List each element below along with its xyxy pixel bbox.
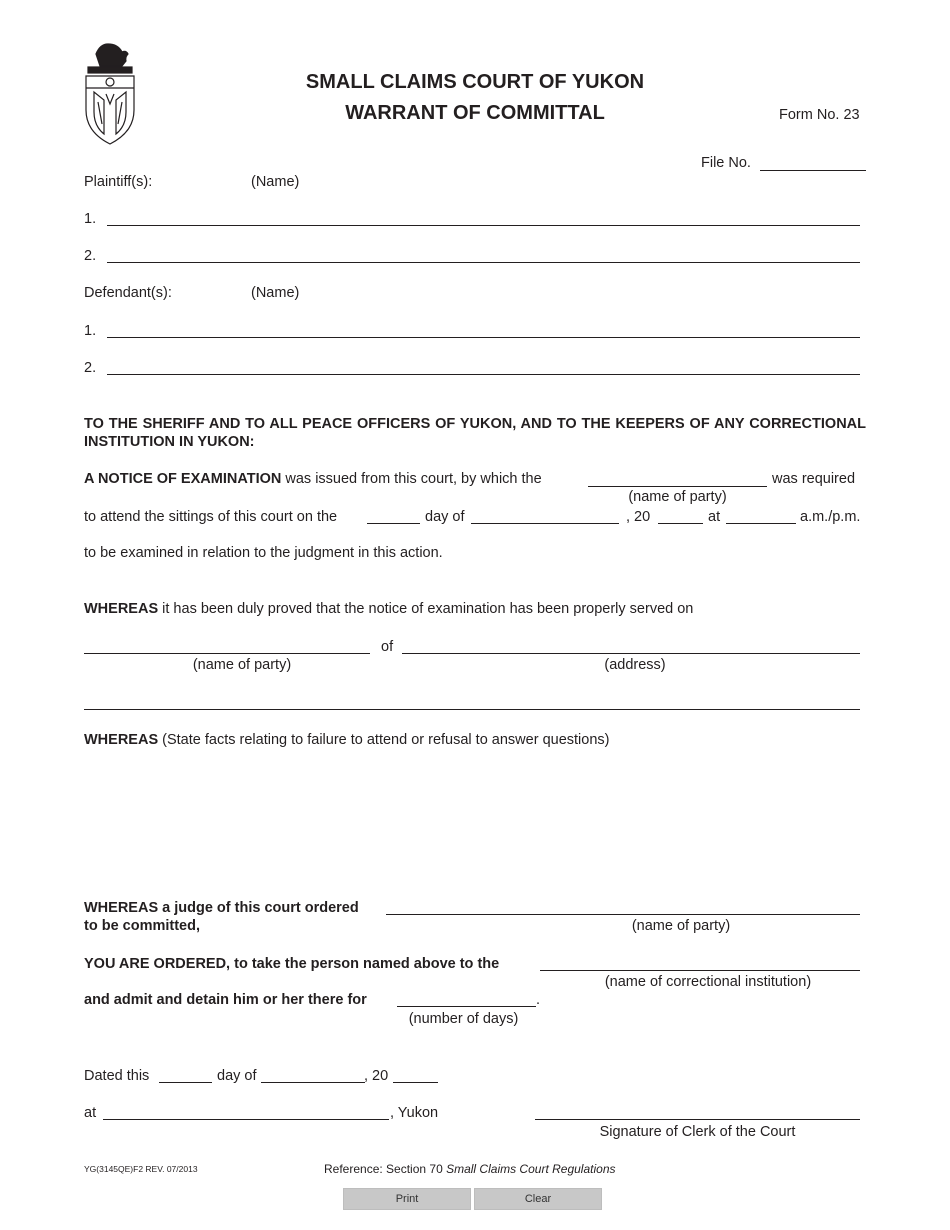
institution-field[interactable] [540,970,860,971]
dated-place-field[interactable] [103,1119,389,1120]
served-address-field[interactable] [402,653,860,654]
attend-day-of: day of [425,509,465,525]
plaintiff-2-field[interactable] [107,262,860,263]
attend-year-prefix: , 20 [626,509,651,525]
served-address-field-2[interactable] [84,709,860,710]
plaintiffs-label: Plaintiff(s): [84,174,153,190]
form-number: Form No. 23 [779,107,860,123]
plaintiff-2-number: 2. [84,248,97,264]
file-no-label: File No. [701,155,751,171]
form-code: YG(3145QE)F2 REV. 07/2013 [84,1164,198,1174]
whereas-judge-line2: to be committed, [84,918,201,934]
was-required-text: was required [772,471,856,487]
whereas-facts-sentence [84,732,609,748]
whereas-facts-bold: WHEREAS [84,732,159,748]
committed-party-hint: (name of party) [631,918,731,934]
attend-text: to attend the sittings of this court on the [84,509,338,525]
served-of: of [381,639,394,655]
committed-party-field[interactable] [386,914,860,915]
form-title: WARRANT OF COMMITTAL [345,102,605,124]
served-party-field[interactable] [84,653,370,654]
examined-text: to be examined in relation to the judgment in this action. [84,545,443,561]
days-period: . [536,992,541,1008]
notice-party-field[interactable] [588,486,767,487]
signature-label: Signature of Clerk of the Court [599,1124,796,1140]
plaintiffs-name-hint: (Name) [251,174,300,190]
whereas-served-bold: WHEREAS [84,601,159,617]
dated-this-label: Dated this [84,1068,150,1084]
dated-year-prefix: , 20 [364,1068,389,1084]
dated-day-field[interactable] [159,1082,212,1083]
reference-title: Small Claims Court Regulations [446,1162,616,1176]
addressee-paragraph: TO THE SHERIFF AND TO ALL PEACE OFFICERS OF YUKON, AND TO THE KEEPERS OF ANY CORRECTIONAL INSTITUTION IN YUKON: [84,416,866,450]
reference-text [324,1162,616,1176]
whereas-served-text: it has been duly proved that the notice of examination has been properly served on [162,601,694,617]
court-title: SMALL CLAIMS COURT OF YUKON [305,71,645,93]
ordered-line1: YOU ARE ORDERED, to take the person named above to the [84,956,500,972]
whereas-judge-line1: WHEREAS a judge of this court ordered [84,900,359,916]
dated-day-of: day of [217,1068,257,1084]
dated-month-field[interactable] [261,1082,365,1083]
signature-field[interactable] [535,1119,860,1120]
defendant-2-field[interactable] [107,374,860,375]
days-field[interactable] [397,1006,536,1007]
dated-at-label: at [84,1105,97,1121]
defendants-label: Defendant(s): [84,285,172,301]
whereas-facts-text: (State facts relating to failure to attend or refusal to answer questions) [162,732,610,748]
served-address-hint: (address) [604,657,666,673]
attend-ampm: a.m./p.m. [800,509,861,525]
notice-sentence [84,471,542,487]
defendant-1-field[interactable] [107,337,860,338]
ordered-line2: and admit and detain him or her there for [84,992,367,1008]
attend-at: at [708,509,721,525]
notice-text: was issued from this court, by which the [285,471,542,487]
facts-text-area[interactable] [84,755,860,890]
file-no-field[interactable] [760,170,866,171]
dated-yukon: , Yukon [390,1105,439,1121]
institution-hint: (name of correctional institution) [604,974,812,990]
notice-bold: A NOTICE OF EXAMINATION [84,471,282,487]
clear-button[interactable]: Clear [474,1188,602,1210]
attend-time-field[interactable] [726,523,796,524]
attend-year-field[interactable] [658,523,703,524]
whereas-served-sentence [84,601,693,617]
dated-year-field[interactable] [393,1082,438,1083]
notice-party-hint: (name of party) [628,489,727,505]
print-button[interactable]: Print [343,1188,471,1210]
attend-day-field[interactable] [367,523,420,524]
reference-prefix: Reference: Section 70 [324,1162,443,1176]
defendant-2-number: 2. [84,360,97,376]
attend-month-field[interactable] [471,523,619,524]
days-hint: (number of days) [408,1011,519,1027]
defendants-name-hint: (Name) [251,285,300,301]
plaintiff-1-number: 1. [84,211,97,227]
defendant-1-number: 1. [84,323,97,339]
served-party-hint: (name of party) [192,657,292,673]
plaintiff-1-field[interactable] [107,225,860,226]
